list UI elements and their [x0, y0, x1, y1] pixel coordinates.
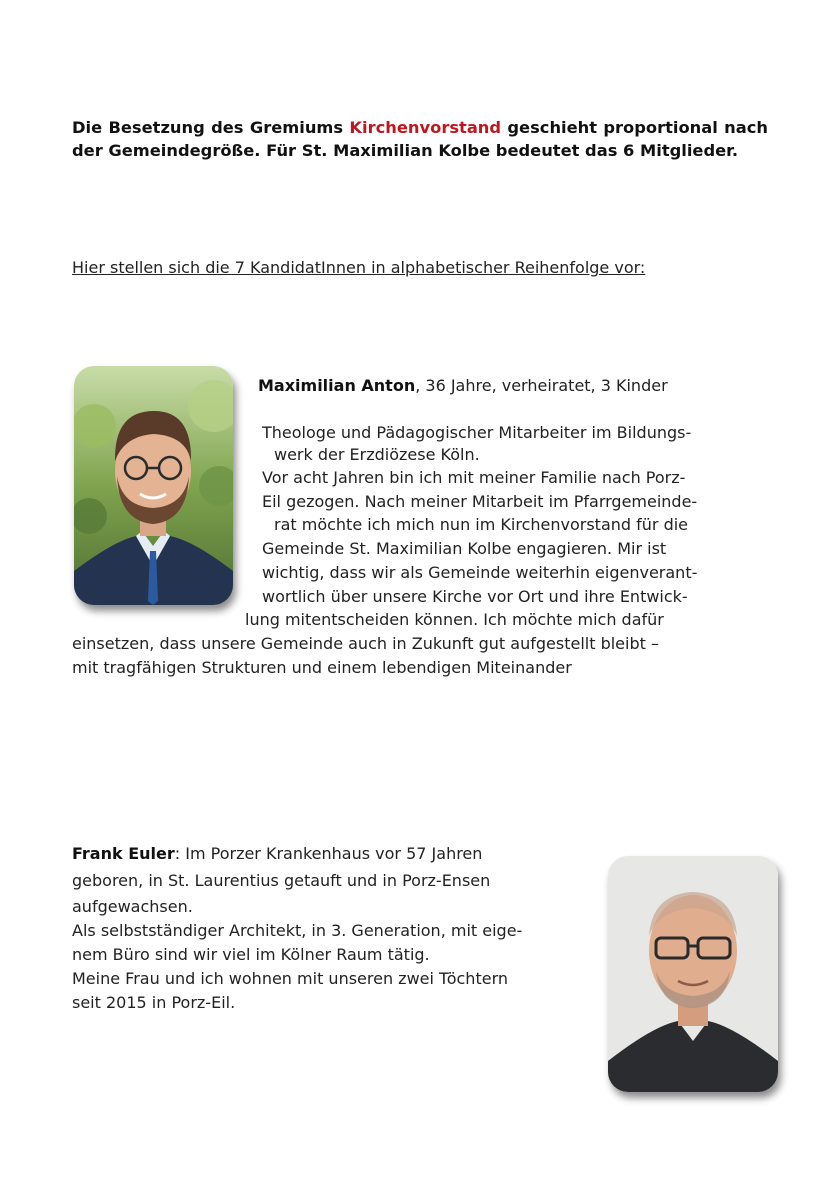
intro-text-end: geschieht proportional nach der Gemeindegröße. Für St. Maximilian Kolbe bedeutet das 6 Mitglieder. [72, 118, 768, 160]
bio-line: werk der Erzdiözese Köln. [274, 445, 480, 464]
candidate-name: Frank Euler [72, 844, 175, 863]
bio-line: wortlich über unsere Kirche vor Ort und ihre Entwick- [262, 587, 688, 606]
bio-line: Meine Frau und ich wohnen mit unseren zwei Töchtern [72, 969, 508, 988]
candidate-meta: : Im Porzer Krankenhaus vor 57 Jahren [174, 844, 483, 863]
bio-line: aufgewachsen. [72, 897, 193, 916]
bio-line: Vor acht Jahren bin ich mit meiner Familie nach Porz- [262, 468, 686, 487]
portrait-anton-icon [74, 366, 233, 605]
bio-line: Theologe und Pädagogischer Mitarbeiter im Bildungs- [262, 423, 692, 442]
candidate-photo-anton [74, 366, 233, 605]
bio-line: nem Büro sind wir viel im Kölner Raum tätig. [72, 945, 430, 964]
candidate-photo-euler [608, 856, 778, 1092]
intro-text-start: Die Besetzung des Gremiums [72, 118, 350, 137]
portrait-euler-icon [608, 856, 778, 1092]
intro-highlight: Kirchenvorstand [349, 118, 502, 137]
candidate-name-line [258, 375, 668, 397]
bio-line: Gemeinde St. Maximilian Kolbe engagieren. Mir ist [262, 539, 667, 558]
candidates-subheading: Hier stellen sich die 7 KandidatInnen in alphabetischer Reihenfolge vor: [72, 258, 646, 277]
intro-paragraph [72, 116, 768, 162]
candidate-name: Maximilian Anton [258, 376, 416, 395]
bio-line: geboren, in St. Laurentius getauft und in Porz-Ensen [72, 871, 491, 890]
candidate-meta: , 36 Jahre, verheiratet, 3 Kinder [415, 376, 668, 395]
bio-line: Eil gezogen. Nach meiner Mitarbeit im Pfarrgemeinde- [262, 492, 698, 511]
bio-line: lung mitentscheiden können. Ich möchte mich dafür [245, 610, 664, 629]
bio-line: rat möchte ich mich nun im Kirchenvorstand für die [274, 515, 689, 534]
bio-line: wichtig, dass wir als Gemeinde weiterhin eigenverant- [262, 563, 698, 582]
candidate-name-line [72, 843, 482, 865]
bio-line: mit tragfähigen Strukturen und einem lebendigen Miteinander [72, 658, 572, 677]
bio-line: Als selbstständiger Architekt, in 3. Generation, mit eige- [72, 921, 523, 940]
bio-line: seit 2015 in Porz-Eil. [72, 993, 236, 1012]
bio-line: einsetzen, dass unsere Gemeinde auch in Zukunft gut aufgestellt bleibt – [72, 634, 659, 653]
